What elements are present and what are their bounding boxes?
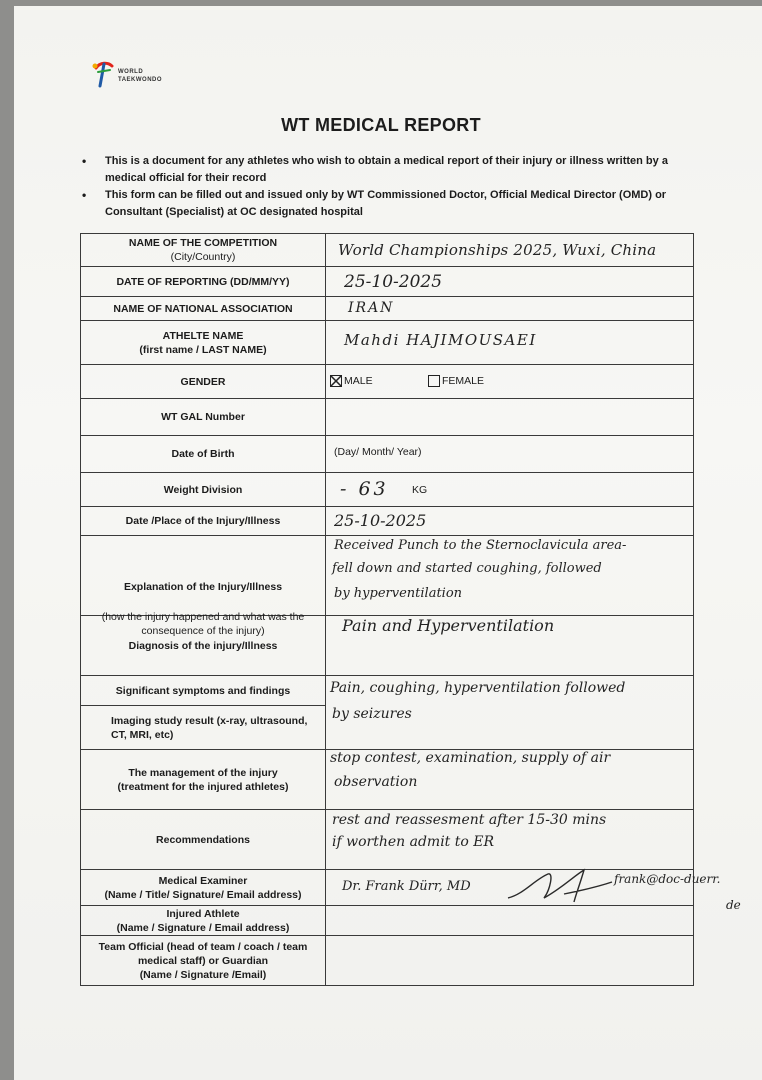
checkmark-icon	[330, 375, 342, 387]
email-continuation: de	[726, 898, 741, 912]
instruction-item: • This is a document for any athletes who wish to obtain a medical report of their injury or illness written by a medical official for their record	[82, 153, 692, 187]
signature-icon	[504, 864, 614, 908]
injured-athlete-field[interactable]	[326, 906, 694, 936]
injured-athlete-label: Injured Athlete (Name / Signature / Email address)	[81, 906, 326, 936]
medical-examiner-field[interactable]: Dr. Frank Dürr, MD frank@doc-duerr.	[326, 870, 694, 906]
gal-number-field[interactable]	[326, 399, 694, 436]
injury-date-field[interactable]: 25-10-2025	[326, 507, 694, 536]
gender-female-option[interactable]: FEMALE	[428, 375, 484, 387]
national-association-label: NAME OF NATIONAL ASSOCIATION	[81, 297, 326, 321]
date-reporting-field[interactable]: 25-10-2025	[326, 267, 694, 297]
gender-field	[326, 365, 694, 399]
diagnosis-label: Diagnosis of the injury/Illness	[81, 616, 326, 676]
page-title: WT MEDICAL REPORT	[281, 115, 481, 135]
team-official-label: Team Official (head of team / coach / team medical staff) or Guardian (Name / Signature /Email)	[81, 936, 326, 986]
explanation-label: Explanation of the Injury/Illness (how the injury happened and what was the consequence of the injury)	[81, 536, 326, 616]
date-reporting-label: DATE OF REPORTING (DD/MM/YY)	[81, 267, 326, 297]
weight-division-label: Weight Division	[81, 473, 326, 507]
management-field[interactable]: stop contest, examination, supply of air observation	[326, 750, 694, 810]
recommendations-field[interactable]: rest and reassesment after 15-30 mins if worthen admit to ER	[326, 810, 694, 870]
gender-label: GENDER	[81, 365, 326, 399]
imaging-label: Imaging study result (x-ray, ultrasound, CT, MRI, etc)	[81, 706, 326, 750]
competition-field[interactable]: World Championships 2025, Wuxi, China	[326, 234, 694, 267]
team-official-field[interactable]	[326, 936, 694, 986]
symptoms-field[interactable]: Pain, coughing, hyperventilation followed by seizures	[326, 676, 694, 750]
gender-male-option[interactable]: MALE	[330, 375, 373, 387]
instructions-list	[82, 153, 692, 221]
national-association-field[interactable]: IRAN	[326, 297, 694, 321]
athlete-name-label: ATHELTE NAME (first name / LAST NAME)	[81, 321, 326, 365]
instruction-item: • This form can be filled out and issued only by WT Commissioned Doctor, Official Medical Director (OMD) or Consultant (Specialist) at OC designated hospital	[82, 187, 692, 221]
symptoms-label: Significant symptoms and findings	[81, 676, 326, 706]
female-checkbox[interactable]	[428, 375, 440, 387]
injury-date-label: Date /Place of the Injury/Illness	[81, 507, 326, 536]
dob-label: Date of Birth	[81, 436, 326, 473]
explanation-field[interactable]: Received Punch to the Sternoclavicula area- fell down and started coughing, followed by hyperventilation	[326, 536, 694, 616]
competition-label: NAME OF THE COMPETITION (City/Country)	[81, 234, 326, 267]
logo-text: WORLD TAEKWONDO	[118, 69, 163, 83]
dob-field[interactable]: (Day/ Month/ Year)	[326, 436, 694, 473]
athlete-name-field[interactable]: Mahdi HAJIMOUSAEI	[326, 321, 694, 365]
weight-division-field[interactable]: - 63 KG	[326, 473, 694, 507]
recommendations-label: Recommendations	[81, 810, 326, 870]
medical-examiner-label: Medical Examiner (Name / Title/ Signature/ Email address)	[81, 870, 326, 906]
management-label: The management of the injury (treatment for the injured athletes)	[81, 750, 326, 810]
diagnosis-field[interactable]: Pain and Hyperventilation	[326, 616, 694, 676]
medical-report-form	[80, 233, 721, 986]
gal-number-label: WT GAL Number	[81, 399, 326, 436]
male-checkbox[interactable]	[330, 375, 342, 387]
